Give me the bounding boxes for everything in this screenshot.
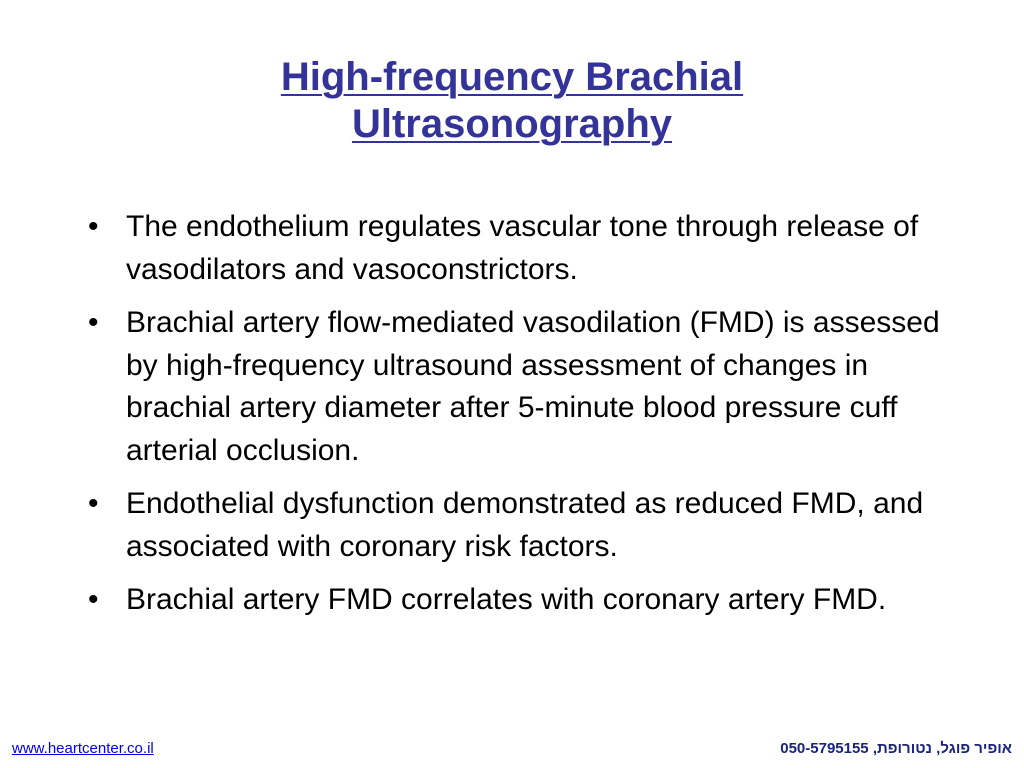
slide-title-line-2: Ultrasonography (351, 102, 673, 146)
website-link[interactable]: www.heartcenter.co.il (12, 740, 154, 757)
bullet-item: • Brachial artery FMD correlates with coronary artery FMD. (86, 579, 956, 622)
bullet-list (86, 206, 956, 633)
footer-contact: אופיר פוגל, נטורופת, 050-5795155 (780, 740, 1012, 757)
bullet-item: • Brachial artery flow-mediated vasodilation (FMD) is assessed by high-frequency ultrasound assessment of changes in brachial artery diameter after 5-minute blood pressure cuff arterial occlusion. (86, 302, 956, 472)
bullet-item: • The endothelium regulates vascular tone through release of vasodilators and vasoconstrictors. (86, 206, 956, 291)
slide-title-line-1: High-frequency Brachial (280, 55, 744, 99)
slide-title (0, 54, 1024, 148)
bullet-item: • Endothelial dysfunction demonstrated as reduced FMD, and associated with coronary risk factors. (86, 483, 956, 568)
